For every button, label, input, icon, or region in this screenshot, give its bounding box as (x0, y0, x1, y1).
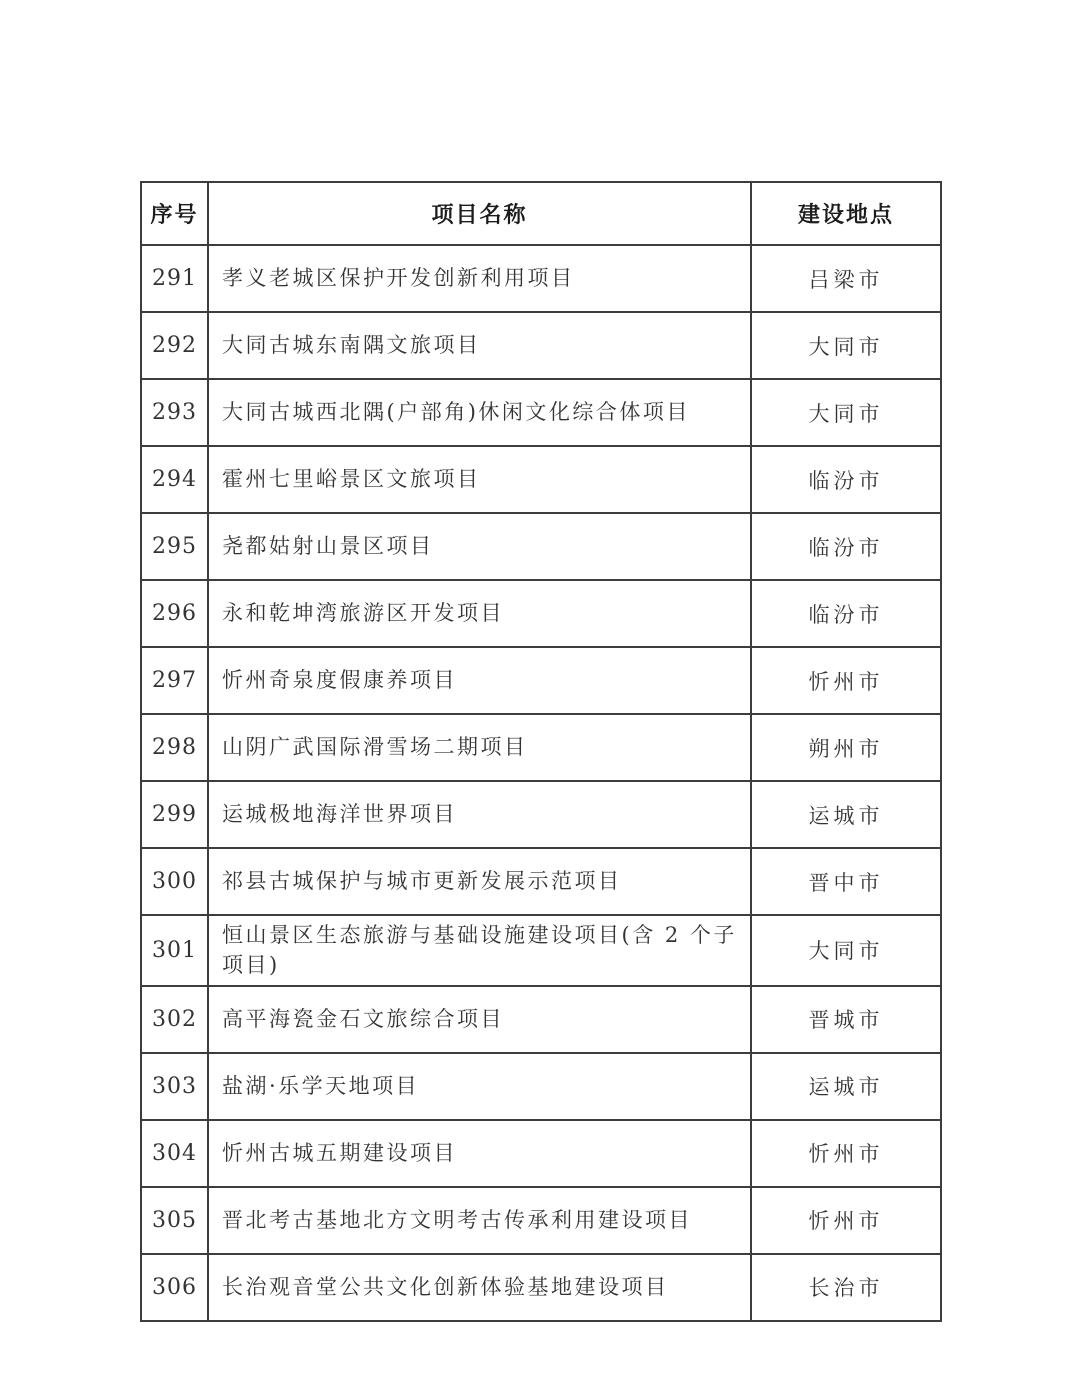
table-row (141, 781, 941, 848)
table-row (141, 580, 941, 647)
table-row (141, 379, 941, 446)
location-cell: 临汾市 (751, 446, 941, 513)
location-cell: 运城市 (751, 1053, 941, 1120)
row-index-cell: 303 (141, 1053, 208, 1120)
project-name-cell: 霍州七里峪景区文旅项目 (208, 446, 751, 513)
table-row (141, 1053, 941, 1120)
table-row (141, 714, 941, 781)
location-cell: 大同市 (751, 915, 941, 986)
project-name-cell: 盐湖·乐学天地项目 (208, 1053, 751, 1120)
table-header-row (141, 182, 941, 245)
location-cell: 临汾市 (751, 580, 941, 647)
project-name-cell: 忻州奇泉度假康养项目 (208, 647, 751, 714)
project-name-cell: 高平海瓷金石文旅综合项目 (208, 986, 751, 1053)
table-row (141, 513, 941, 580)
location-cell: 朔州市 (751, 714, 941, 781)
document-page (140, 181, 940, 1322)
row-index-cell: 299 (141, 781, 208, 848)
row-index-cell: 304 (141, 1120, 208, 1187)
project-name-cell: 长治观音堂公共文化创新体验基地建设项目 (208, 1254, 751, 1321)
project-name-cell: 运城极地海洋世界项目 (208, 781, 751, 848)
table-row (141, 848, 941, 915)
column-header-index: 序号 (141, 182, 208, 245)
location-cell: 晋城市 (751, 986, 941, 1053)
table-row (141, 245, 941, 312)
location-cell: 晋中市 (751, 848, 941, 915)
location-cell: 忻州市 (751, 647, 941, 714)
row-index-cell: 301 (141, 915, 208, 986)
table-row (141, 1254, 941, 1321)
project-name-cell: 祁县古城保护与城市更新发展示范项目 (208, 848, 751, 915)
row-index-cell: 292 (141, 312, 208, 379)
project-name-cell: 忻州古城五期建设项目 (208, 1120, 751, 1187)
location-cell: 临汾市 (751, 513, 941, 580)
row-index-cell: 291 (141, 245, 208, 312)
table-row (141, 986, 941, 1053)
row-index-cell: 298 (141, 714, 208, 781)
table-row (141, 446, 941, 513)
project-name-cell: 晋北考古基地北方文明考古传承利用建设项目 (208, 1187, 751, 1254)
project-name-cell: 孝义老城区保护开发创新利用项目 (208, 245, 751, 312)
project-name-cell: 大同古城西北隅(户部角)休闲文化综合体项目 (208, 379, 751, 446)
location-cell: 大同市 (751, 312, 941, 379)
column-header-project-name: 项目名称 (208, 182, 751, 245)
location-cell: 大同市 (751, 379, 941, 446)
row-index-cell: 297 (141, 647, 208, 714)
row-index-cell: 306 (141, 1254, 208, 1321)
project-name-cell: 大同古城东南隅文旅项目 (208, 312, 751, 379)
table-row (141, 1120, 941, 1187)
project-name-cell: 永和乾坤湾旅游区开发项目 (208, 580, 751, 647)
location-cell: 运城市 (751, 781, 941, 848)
row-index-cell: 300 (141, 848, 208, 915)
projects-table (140, 181, 942, 1322)
table-row (141, 1187, 941, 1254)
location-cell: 忻州市 (751, 1120, 941, 1187)
location-cell: 吕梁市 (751, 245, 941, 312)
row-index-cell: 295 (141, 513, 208, 580)
row-index-cell: 296 (141, 580, 208, 647)
row-index-cell: 305 (141, 1187, 208, 1254)
row-index-cell: 302 (141, 986, 208, 1053)
row-index-cell: 293 (141, 379, 208, 446)
row-index-cell: 294 (141, 446, 208, 513)
location-cell: 长治市 (751, 1254, 941, 1321)
table-row (141, 915, 941, 986)
table-row (141, 647, 941, 714)
project-name-cell: 山阴广武国际滑雪场二期项目 (208, 714, 751, 781)
column-header-location: 建设地点 (751, 182, 941, 245)
table-row (141, 312, 941, 379)
project-name-cell: 尧都姑射山景区项目 (208, 513, 751, 580)
project-name-cell: 恒山景区生态旅游与基础设施建设项目(含 2 个子项目) (208, 915, 751, 986)
location-cell: 忻州市 (751, 1187, 941, 1254)
